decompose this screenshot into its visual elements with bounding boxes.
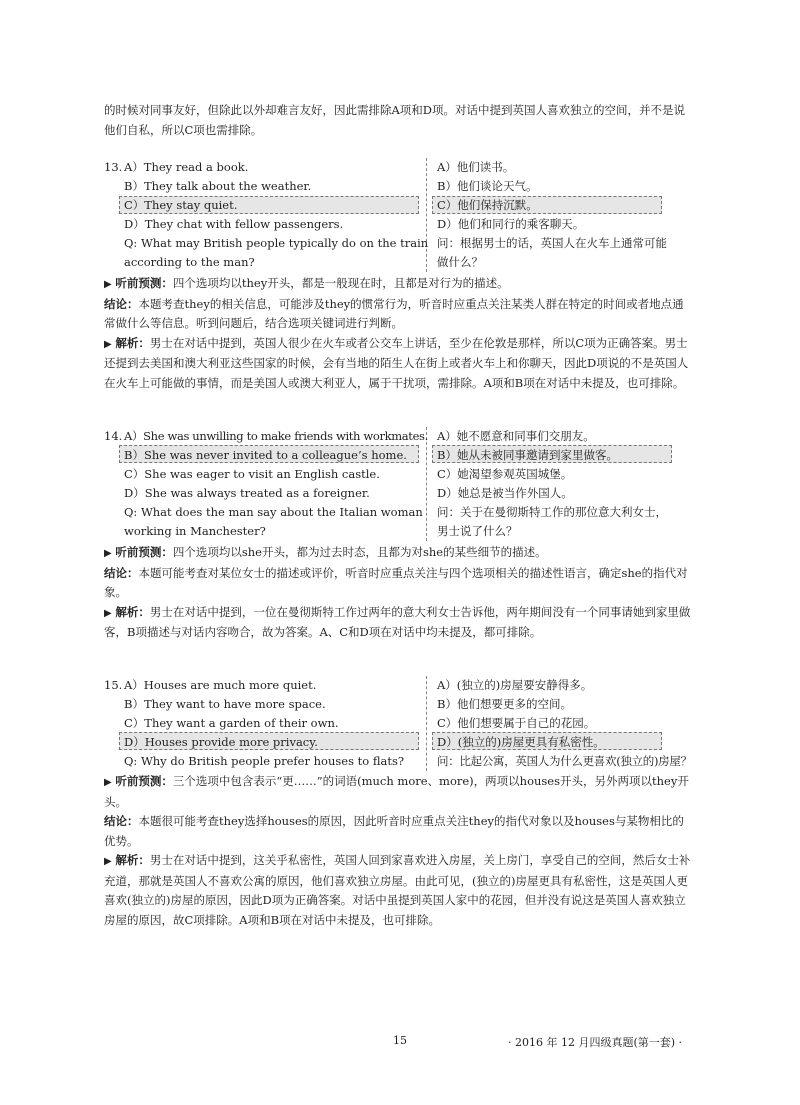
conclusion-text: 本题很可能考查they选择houses的原因，因此听音时应重点关注they的指代对象以及houses与某物相比的优势。 <box>104 814 684 848</box>
analysis-label: 解析： <box>115 335 150 350</box>
conclusion-label: 结论： <box>104 814 139 828</box>
conclusion-label: 结论： <box>104 565 139 580</box>
analysis-label: 解析： <box>115 853 150 867</box>
question-13 <box>104 158 704 272</box>
explanation-13 <box>104 274 694 393</box>
option-a-zh: A）她不愿意和同事们交朋友。 <box>437 429 595 443</box>
option-a-en: A）Houses are much more quiet. <box>124 678 317 692</box>
right-triangle-icon: ▶ <box>104 548 112 559</box>
pre-listening-label: 听前预测： <box>115 774 173 788</box>
question-14 <box>104 427 704 541</box>
analysis-text: 男士在对话中提到，一位在曼彻斯特工作过两年的意大利女士告诉他，两年期间没有一个同事请她到家里做客，B项描述与对话内容吻合，故为答案。A、C和D项在对话中均未提及，都可排除。 <box>104 604 691 639</box>
analysis-text: 男士在对话中提到，这关乎私密性，英国人回到家喜欢进入房屋，关上房门，享受自己的空间，然后女士补充道，那就是英国人不喜欢公寓的原因，他们喜欢独立房屋。由此可见，(独立的)房屋更具有私密性，这是英国人更喜欢(独立的)房屋的原因，因此D项为正确答案。对话中虽提到英国人家中的花园，但并没有说这是英国人喜欢独立房屋的原因，故C项排除。A项和B项在对话中未提及，也可排除。 <box>104 853 691 927</box>
option-c-zh: C）她渴望参观英国城堡。 <box>437 467 573 481</box>
question-en: Q: What may British people typically do on the train <box>124 236 429 250</box>
question-en-cont: working in Manchester? <box>124 524 266 538</box>
question-zh-cont: 男士说了什么？ <box>437 524 518 538</box>
option-d-en: D）Houses provide more privacy. <box>124 735 318 749</box>
question-zh-cont: 做什么？ <box>437 255 483 269</box>
option-b-en: B）She was never invited to a colleague’s home. <box>124 448 407 462</box>
right-triangle-icon: ▶ <box>104 338 112 350</box>
option-c-en: C）They want a garden of their own. <box>124 716 339 730</box>
question-zh: 问：关于在曼彻斯特工作的那位意大利女士， <box>437 505 667 519</box>
pre-listening-text: 四个选项均以they开头，都是一般现在时，且都是对行为的描述。 <box>172 276 509 290</box>
option-b-zh: B）他们谈论天气。 <box>437 179 538 193</box>
option-d-en: D）They chat with fellow passengers. <box>124 217 344 231</box>
question-zh: 问：比起公寓，英国人为什么更喜欢(独立的)房屋？ <box>437 754 692 768</box>
right-triangle-icon: ▶ <box>104 607 112 619</box>
conclusion-label: 结论： <box>104 296 139 311</box>
option-a-zh: A）他们读书。 <box>437 160 515 174</box>
conclusion-text: 本题考查they的相关信息，可能涉及they的惯常行为，听音时应重点关注某类人群在特定的时间或者地点通常做什么等信息。听到问题后，结合选项关键词进行判断。 <box>104 296 684 330</box>
right-triangle-icon: ▶ <box>104 279 112 290</box>
option-b-zh: B）他们想要更多的空间。 <box>437 697 572 711</box>
option-c-en: C）She was eager to visit an English castle. <box>124 467 380 481</box>
option-b-en: B）They want to have more space. <box>124 697 326 711</box>
explanation-14 <box>104 543 694 643</box>
conclusion-text: 本题可能考查对某位女士的描述或评价，听音时应重点关注与四个选项相关的描述性语言，确定she的指代对象。 <box>104 565 688 599</box>
explanation-15 <box>104 772 694 930</box>
pre-listening-label: 听前预测： <box>115 545 173 559</box>
option-c-en: C）They stay quiet. <box>124 198 238 212</box>
source-label: · 2016 年 12 月四级真题(第一套) · <box>508 1036 683 1049</box>
question-en: Q: Why do British people prefer houses to flats? <box>124 754 405 768</box>
question-number: 15. <box>104 678 123 692</box>
question-number: 13. <box>104 160 123 174</box>
option-d-zh: D）她总是被当作外国人。 <box>437 486 573 500</box>
question-zh: 问：根据男士的话，英国人在火车上通常可能 <box>437 236 667 250</box>
option-d-zh: D）他们和同行的乘客聊天。 <box>437 217 585 231</box>
question-en: Q: What does the man say about the Italian woman <box>124 505 423 519</box>
option-a-en: A）She was unwilling to make friends with workmates. <box>124 429 428 443</box>
question-15 <box>104 676 704 771</box>
page-number: 15 <box>393 1034 407 1047</box>
question-en-cont: according to the man? <box>124 255 255 269</box>
option-c-zh: C）他们保持沉默。 <box>437 198 538 212</box>
option-a-en: A）They read a book. <box>124 160 249 174</box>
option-b-zh: B）她从未被同事邀请到家里做客。 <box>437 448 618 462</box>
pre-listening-label: 听前预测： <box>115 276 173 290</box>
option-b-en: B）They talk about the weather. <box>124 179 312 193</box>
right-triangle-icon: ▶ <box>104 777 112 788</box>
pre-listening-text: 四个选项均以she开头，都为过去时态，且都为对she的某些细节的描述。 <box>172 545 547 559</box>
analysis-label: 解析： <box>115 604 150 619</box>
option-d-zh: D）(独立的)房屋更具有私密性。 <box>437 735 605 749</box>
question-number: 14. <box>104 429 123 443</box>
option-a-zh: A）(独立的)房屋要安静得多。 <box>437 678 593 692</box>
analysis-text: 男士在对话中提到，英国人很少在火车或者公交车上讲话，至少在伦敦是那样，所以C项为正确答案。男士还提到去美国和澳大利亚这些国家的时候，会有当地的陌生人在街上或者火车上和你聊天，因此D项说的不是英国人在火车上可能做的事情，而是美国人或澳大利亚人，属于干扰项，需排除。A项和B项在对话中未提及，也可排除。 <box>104 335 689 390</box>
option-d-en: D）She was always treated as a foreigner. <box>124 486 370 500</box>
intro-paragraph: 的时候对同事友好，但除此以外却难言友好，因此需排除A项和D项。对话中提到英国人喜欢独立的空间，并不是说他们自私，所以C项也需排除。 <box>104 103 686 137</box>
pre-listening-text: 三个选项中包含表示“更……”的词语(much more、more)，两项以houses开头，另外两项以they开头。 <box>104 774 689 809</box>
option-c-zh: C）他们想要属于自己的花园。 <box>437 716 596 730</box>
right-triangle-icon: ▶ <box>104 856 112 867</box>
